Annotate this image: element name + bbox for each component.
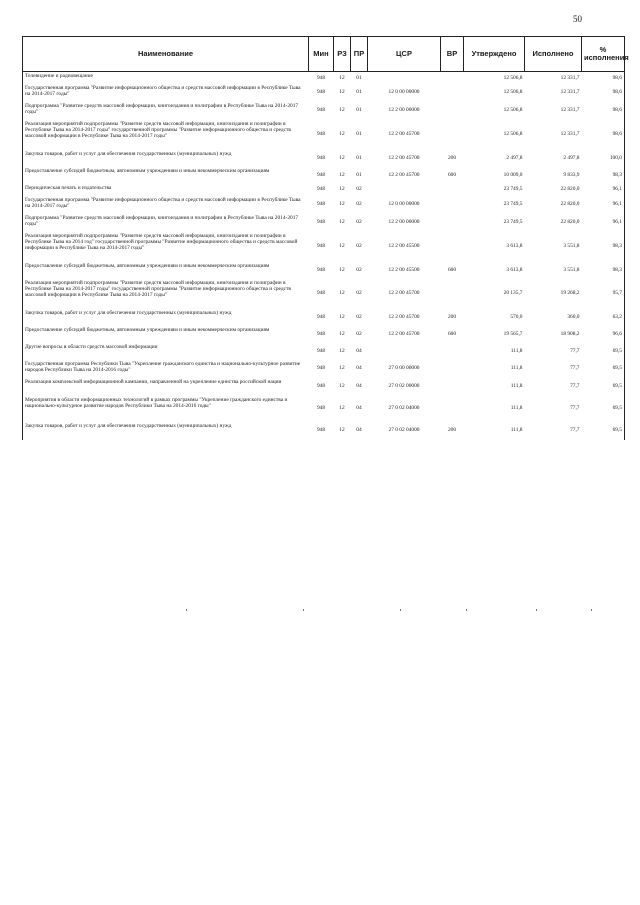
scan-speck (303, 609, 304, 611)
cell-vr: 200 (447, 313, 457, 320)
cell-pr: 02 (356, 219, 362, 226)
cell-percent: 100,0 (582, 150, 625, 167)
scan-speck (186, 609, 187, 611)
cell-csr: 12 2 00 45700 (388, 131, 420, 138)
table-row (23, 167, 625, 184)
cell-percent: 98,3 (582, 167, 625, 184)
cell-approved: 12 506,8 (503, 74, 523, 81)
cell-executed: 2 497,8 (563, 154, 580, 161)
budget-execution-table (22, 36, 629, 440)
cell-pr: 01 (356, 154, 362, 161)
cell-vr (441, 279, 464, 309)
cell-percent: 98,3 (582, 232, 625, 262)
cell-approved: 12 506,8 (503, 131, 523, 138)
cell-min: 948 (316, 243, 326, 250)
cell-vr (441, 102, 464, 120)
cell-name: Подпрограмма "Развитие средств массовой информации, книгоиздания и полиграфии в Республике Тыва на 2014-2017 годы" (23, 102, 309, 120)
cell-csr: 12 2 00 45700 (388, 313, 420, 320)
cell-percent: 96,1 (582, 196, 625, 214)
cell-vr: 200 (447, 154, 457, 161)
cell-rz: 12 (339, 201, 345, 208)
cell-pr: 02 (356, 330, 362, 337)
cell-pr: 01 (356, 89, 362, 96)
cell-percent: 96,1 (582, 214, 625, 232)
cell-min: 948 (316, 74, 326, 81)
cell-pr: 01 (356, 107, 362, 114)
cell-min: 948 (316, 219, 326, 226)
table-row (23, 84, 625, 102)
cell-percent: 98,6 (582, 102, 625, 120)
cell-min: 948 (316, 313, 326, 320)
cell-vr (441, 378, 464, 396)
cell-percent: 69,5 (582, 343, 625, 360)
cell-csr (368, 343, 441, 360)
table-body (23, 72, 625, 440)
cell-rz: 12 (339, 243, 345, 250)
cell-executed: 3 551,8 (563, 266, 580, 273)
cell-name: Предоставление субсидий бюджетным, автономным учреждениям и иным некоммерческим организациям (23, 326, 309, 343)
cell-name: Реализация мероприятий подпрограммы "Развитие средств массовой информации, книгоиздания и полиграфии в Республике Тыва на 2014-2017 годы" государственной программы "Развитие информационного общества и средств массовой информации в Республике Тыва на 2014-2017 годы" (23, 120, 309, 150)
cell-vr (441, 184, 464, 196)
cell-percent: 96,6 (582, 326, 625, 343)
cell-executed: 12 331,7 (560, 131, 580, 138)
cell-vr (441, 360, 464, 378)
cell-csr: 12 2 00 45700 (388, 154, 420, 161)
table-row (23, 343, 625, 360)
cell-vr: 600 (447, 330, 457, 337)
cell-executed: 77,7 (570, 405, 580, 412)
cell-pr: 04 (356, 427, 362, 434)
table-row (23, 72, 625, 84)
cell-percent: 98,6 (582, 72, 625, 84)
cell-csr: 12 0 00 00000 (388, 201, 420, 208)
cell-rz: 12 (339, 219, 345, 226)
cell-rz: 12 (339, 186, 345, 193)
table-row (23, 184, 625, 196)
header-pr: ПР (351, 37, 368, 72)
cell-percent: 69,5 (582, 360, 625, 378)
cell-pr: 04 (356, 383, 362, 390)
header-approved: Утверждено (464, 37, 525, 72)
cell-pr: 02 (356, 290, 362, 297)
table-row (23, 102, 625, 120)
cell-name: Государственная программа "Развитие информационного общества и средств массовой информации в Республике Тыва на 2014-2017 годы" (23, 196, 309, 214)
cell-vr: 600 (447, 266, 457, 273)
cell-rz: 12 (339, 107, 345, 114)
cell-vr (441, 396, 464, 422)
cell-pr: 02 (356, 266, 362, 273)
cell-percent: 98,6 (582, 120, 625, 150)
cell-vr: 600 (447, 171, 457, 178)
cell-approved: 10 009,0 (503, 171, 523, 178)
cell-executed: 77,7 (570, 347, 580, 354)
table-row (23, 279, 625, 309)
header-vr: ВР (441, 37, 464, 72)
cell-min: 948 (316, 171, 326, 178)
cell-name: Государственная программа "Развитие информационного общества и средств массовой информации в Республике Тыва на 2014-2017 годы" (23, 84, 309, 102)
cell-name: Реализация комплексной информационной кампании, направленной на укрепление единства российской нации (23, 378, 309, 396)
cell-approved: 23 749,5 (503, 201, 523, 208)
cell-csr: 12 2 00 45500 (388, 243, 420, 250)
cell-pr: 02 (356, 201, 362, 208)
cell-approved: 23 749,5 (503, 186, 523, 193)
cell-percent: 63,2 (582, 309, 625, 326)
cell-percent: 69,5 (582, 422, 625, 440)
cell-executed: 3 551,8 (563, 243, 580, 250)
table-row (23, 262, 625, 279)
header-rz: РЗ (334, 37, 351, 72)
cell-vr (441, 196, 464, 214)
cell-csr: 12 2 00 00000 (388, 219, 420, 226)
table-row (23, 232, 625, 262)
cell-rz: 12 (339, 74, 345, 81)
cell-rz: 12 (339, 313, 345, 320)
cell-min: 948 (316, 107, 326, 114)
scan-speck (466, 609, 467, 611)
cell-min: 948 (316, 131, 326, 138)
cell-pr: 02 (356, 243, 362, 250)
cell-vr (441, 120, 464, 150)
cell-rz: 12 (339, 365, 345, 372)
table-row (23, 150, 625, 167)
cell-rz: 12 (339, 330, 345, 337)
table-row (23, 396, 625, 422)
cell-percent: 69,5 (582, 396, 625, 422)
cell-approved: 111,8 (510, 383, 523, 390)
table-row (23, 326, 625, 343)
cell-percent: 98,6 (582, 84, 625, 102)
cell-min: 948 (316, 405, 326, 412)
cell-min: 948 (316, 330, 326, 337)
cell-name: Предоставление субсидий бюджетным, автономным учреждениям и иным некоммерческим организациям (23, 262, 309, 279)
cell-vr (441, 232, 464, 262)
cell-approved: 2 497,8 (506, 154, 523, 161)
cell-approved: 12 506,8 (503, 107, 523, 114)
header-percent: % исполнения (582, 37, 625, 72)
cell-percent: 96,1 (582, 184, 625, 196)
cell-name: Телевидение и радиовещание (23, 72, 309, 84)
cell-csr: 12 2 00 45700 (388, 290, 420, 297)
page-number: 50 (573, 14, 582, 24)
cell-approved: 19 565,7 (503, 330, 523, 337)
cell-rz: 12 (339, 347, 345, 354)
cell-percent: 98,3 (582, 262, 625, 279)
cell-vr (441, 84, 464, 102)
cell-pr: 02 (356, 186, 362, 193)
cell-name: Периодическая печать и издательства (23, 184, 309, 196)
cell-min: 948 (316, 89, 326, 96)
cell-executed: 22 820,0 (560, 201, 580, 208)
cell-executed: 77,7 (570, 365, 580, 372)
cell-executed: 12 331,7 (560, 74, 580, 81)
cell-rz: 12 (339, 171, 345, 178)
cell-rz: 12 (339, 427, 345, 434)
cell-approved: 20 135,7 (503, 290, 523, 297)
cell-approved: 111,8 (510, 347, 523, 354)
cell-pr: 04 (356, 347, 362, 354)
cell-approved: 570,0 (510, 313, 523, 320)
cell-executed: 77,7 (570, 383, 580, 390)
cell-vr (441, 343, 464, 360)
cell-min: 948 (316, 290, 326, 297)
cell-approved: 12 506,8 (503, 89, 523, 96)
cell-approved: 111,8 (510, 365, 523, 372)
cell-executed: 360,0 (567, 313, 580, 320)
cell-executed: 12 331,7 (560, 107, 580, 114)
cell-csr: 12 2 00 45700 (388, 330, 420, 337)
cell-min: 948 (316, 154, 326, 161)
cell-approved: 3 613,8 (506, 243, 523, 250)
cell-csr: 12 2 00 45700 (388, 171, 420, 178)
cell-executed: 19 268,2 (560, 290, 580, 297)
cell-executed: 9 833,9 (563, 171, 580, 178)
cell-name: Закупка товаров, работ и услуг для обеспечения государственных (муниципальных) нужд (23, 309, 309, 326)
table-row (23, 378, 625, 396)
cell-executed: 22 820,0 (560, 186, 580, 193)
cell-csr (368, 184, 441, 196)
cell-min: 948 (316, 201, 326, 208)
table-row (23, 120, 625, 150)
cell-name: Другие вопросы в области средств массовой информации (23, 343, 309, 360)
cell-name: Предоставление субсидий бюджетным, автономным учреждениям и иным некоммерческим организациям (23, 167, 309, 184)
cell-rz: 12 (339, 131, 345, 138)
table-row (23, 360, 625, 378)
cell-executed: 22 820,0 (560, 219, 580, 226)
cell-executed: 77,7 (570, 427, 580, 434)
cell-vr (441, 214, 464, 232)
cell-name: Государственная программа Республики Тыва "Укрепление гражданского единства и национально-культурное развитие народов Республики Тыва на 2014-2016 годы" (23, 360, 309, 378)
cell-csr: 27 0 02 04000 (388, 427, 420, 434)
cell-executed: 18 908,2 (560, 330, 580, 337)
cell-rz: 12 (339, 405, 345, 412)
header-name: Наименование (23, 37, 309, 72)
cell-csr (368, 72, 441, 84)
cell-pr: 02 (356, 313, 362, 320)
cell-csr: 27 0 02 04000 (388, 405, 420, 412)
cell-min: 948 (316, 266, 326, 273)
cell-approved: 23 749,5 (503, 219, 523, 226)
cell-min: 948 (316, 347, 326, 354)
cell-rz: 12 (339, 266, 345, 273)
cell-percent: 69,5 (582, 378, 625, 396)
cell-rz: 12 (339, 383, 345, 390)
scan-speck (400, 609, 401, 611)
cell-rz: 12 (339, 89, 345, 96)
cell-name: Реализация мероприятий подпрограммы "Развитие средств массовой информации, книгоиздания и полиграфии в Республике Тыва на 2014 год" государственной программы "Развитие информационного общества и средств массовой информации в Республике Тыва на 2014-2017 годы" (23, 232, 309, 262)
cell-name: Закупка товаров, работ и услуг для обеспечения государственных (муниципальных) нужд (23, 422, 309, 440)
cell-min: 948 (316, 427, 326, 434)
cell-pr: 01 (356, 171, 362, 178)
header-csr: ЦСР (368, 37, 441, 72)
cell-approved: 111,8 (510, 427, 523, 434)
cell-name: Закупка товаров, работ и услуг для обеспечения государственных (муниципальных) нужд (23, 150, 309, 167)
cell-min: 948 (316, 365, 326, 372)
table-row (23, 309, 625, 326)
cell-rz: 12 (339, 290, 345, 297)
table-row (23, 196, 625, 214)
cell-csr: 27 0 00 00000 (388, 365, 420, 372)
cell-min: 948 (316, 186, 326, 193)
cell-csr: 12 2 00 45500 (388, 266, 420, 273)
scan-speck (591, 609, 592, 611)
cell-name: Мероприятия в области информационных технологий в рамках программы "Укрепление гражданского единства и национально-культурное развитие народов Республики Тыва на 2014-2016 годы" (23, 396, 309, 422)
cell-vr: 200 (447, 427, 457, 434)
cell-approved: 3 613,8 (506, 266, 523, 273)
cell-rz: 12 (339, 154, 345, 161)
header-executed: Исполнено (525, 37, 582, 72)
cell-pr: 04 (356, 365, 362, 372)
table-header-row (23, 37, 625, 72)
table-row (23, 422, 625, 440)
cell-min: 948 (316, 383, 326, 390)
cell-csr: 27 0 02 00000 (388, 383, 420, 390)
cell-csr: 12 0 00 00000 (388, 89, 420, 96)
cell-vr (441, 72, 464, 84)
table-row (23, 214, 625, 232)
cell-pr: 04 (356, 405, 362, 412)
scan-speck (536, 609, 537, 611)
cell-name: Подпрограмма "Развитие средств массовой информации, книгоиздания и полиграфии в Республике Тыва на 2014-2017 годы" (23, 214, 309, 232)
cell-approved: 111,8 (510, 405, 523, 412)
cell-pr: 01 (356, 131, 362, 138)
header-min: Мин (309, 37, 334, 72)
cell-csr: 12 2 00 00000 (388, 107, 420, 114)
cell-name: Реализация мероприятий подпрограммы "Развитие средств массовой информации, книгоиздания и полиграфии в Республике Тыва на 2014-2017 годы" государственной программы "Развитие информационного общества и средств массовой информации в Республике Тыва на 2014-2017 годы" (23, 279, 309, 309)
cell-percent: 95,7 (582, 279, 625, 309)
cell-pr: 01 (356, 74, 362, 81)
cell-executed: 12 331,7 (560, 89, 580, 96)
